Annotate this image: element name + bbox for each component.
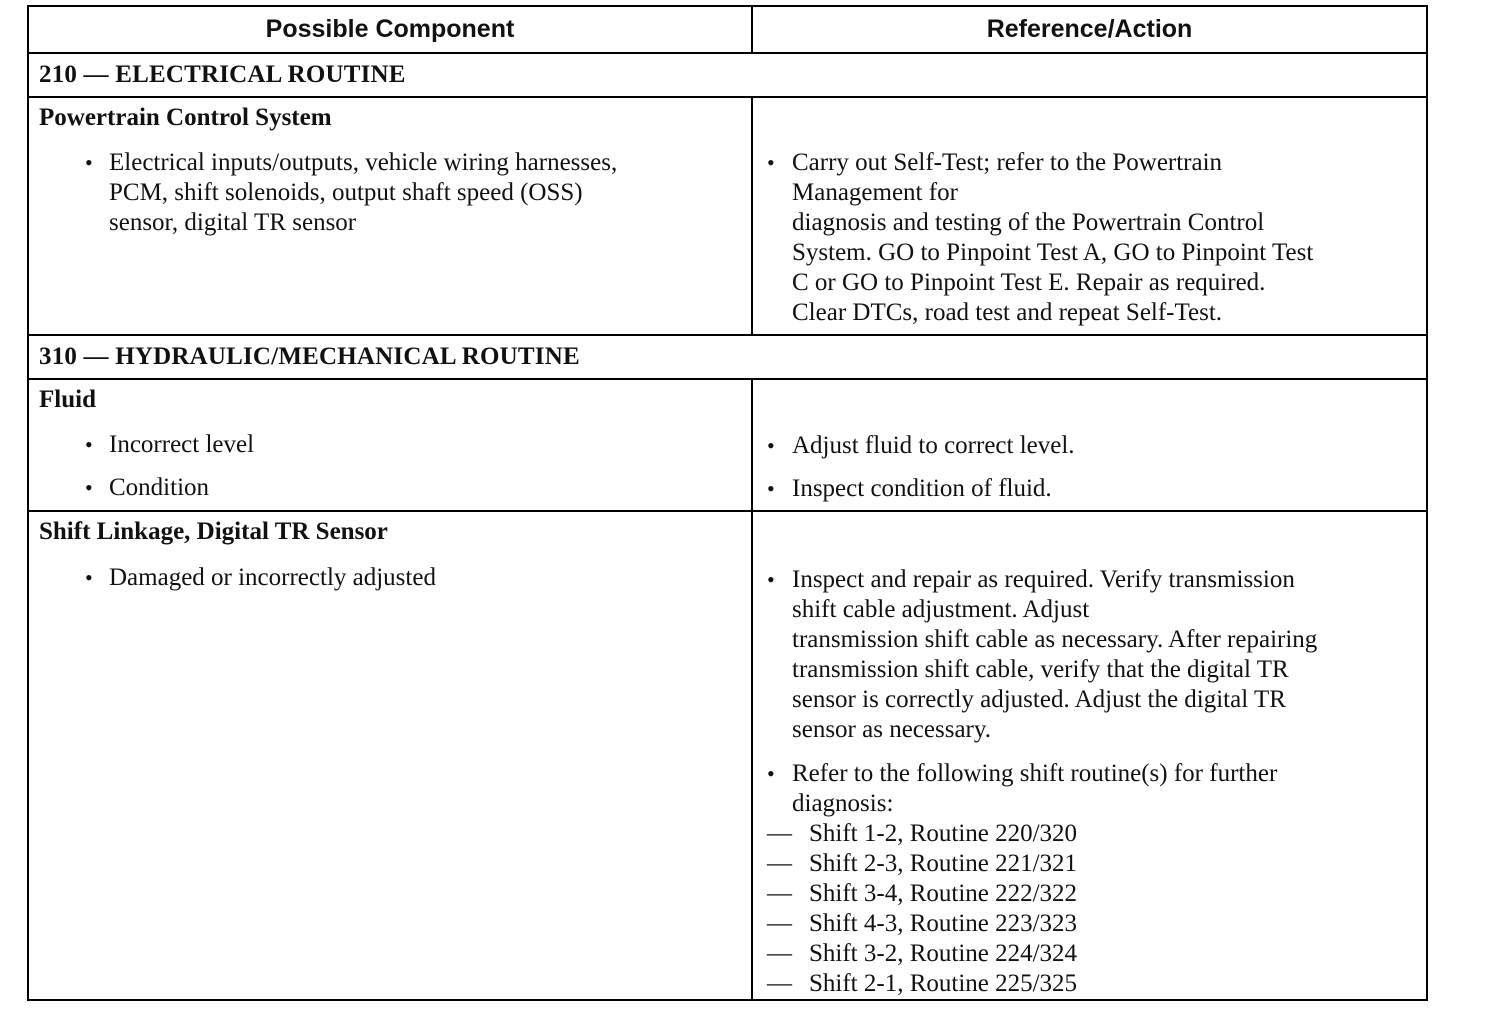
- dash-marker: —: [767, 880, 792, 907]
- bullet: •: [767, 150, 775, 175]
- component-title: Powertrain Control System: [39, 104, 332, 131]
- text-line: Carry out Self-Test; refer to the Powertrain: [792, 149, 1223, 176]
- bullet: •: [85, 565, 93, 590]
- header-possible-component: Possible Component: [265, 15, 515, 43]
- section-header-row: [29, 336, 1426, 380]
- column-divider: [751, 512, 753, 999]
- text-line: Inspect and repair as required. Verify transmission: [792, 566, 1295, 593]
- cause-text: Condition: [109, 474, 210, 501]
- dash-marker: —: [767, 820, 792, 847]
- bullet: •: [85, 475, 93, 500]
- column-divider: [751, 380, 753, 510]
- diagnosis-table: [27, 5, 1428, 1001]
- action-text: Inspect condition of fluid.: [792, 475, 1052, 502]
- list-item: Shift 4-3, Routine 223/323: [809, 910, 1078, 937]
- text-line: C or GO to Pinpoint Test E. Repair as required.: [792, 269, 1266, 296]
- text-line: PCM, shift solenoids, output shaft speed (OSS): [109, 179, 583, 206]
- action-text: Adjust fluid to correct level.: [792, 432, 1075, 459]
- text-line: System. GO to Pinpoint Test A, GO to Pinpoint Test: [792, 239, 1314, 266]
- text-line: sensor, digital TR sensor: [109, 209, 357, 236]
- table-row: [29, 512, 1426, 999]
- section-title: 210 — ELECTRICAL ROUTINE: [39, 61, 406, 88]
- list-item: Shift 2-1, Routine 225/325: [809, 970, 1078, 997]
- list-item: Shift 2-3, Routine 221/321: [809, 850, 1078, 877]
- section-title: 310 — HYDRAULIC/MECHANICAL ROUTINE: [39, 343, 580, 370]
- text-line: transmission shift cable as necessary. After repairing: [792, 626, 1318, 653]
- column-divider: [751, 98, 753, 334]
- bullet: •: [85, 150, 93, 175]
- component-title: Shift Linkage, Digital TR Sensor: [39, 518, 388, 545]
- dash-marker: —: [767, 850, 792, 877]
- component-title: Fluid: [39, 386, 96, 413]
- bullet: •: [85, 432, 93, 457]
- list-item: Shift 3-2, Routine 224/324: [809, 940, 1078, 967]
- text-line: Clear DTCs, road test and repeat Self-Test.: [792, 299, 1223, 326]
- text-line: Refer to the following shift routine(s) for further: [792, 760, 1278, 787]
- list-item: Shift 1-2, Routine 220/320: [809, 820, 1078, 847]
- header-reference-action: Reference/Action: [986, 15, 1193, 43]
- dash-marker: —: [767, 970, 792, 997]
- text-line: sensor as necessary.: [792, 716, 991, 743]
- dash-marker: —: [767, 910, 792, 937]
- bullet: •: [767, 761, 775, 786]
- text-line: Electrical inputs/outputs, vehicle wiring harnesses,: [109, 149, 618, 176]
- text-line: sensor is correctly adjusted. Adjust the digital TR: [792, 686, 1286, 713]
- text-line: transmission shift cable, verify that the digital TR: [792, 656, 1289, 683]
- section-header-row: [29, 54, 1426, 98]
- cause-text: Damaged or incorrectly adjusted: [109, 564, 436, 591]
- bullet: •: [767, 476, 775, 501]
- bullet: •: [767, 567, 775, 592]
- text-line: Management for: [792, 179, 958, 206]
- cause-text: Incorrect level: [109, 431, 255, 458]
- dash-marker: —: [767, 940, 792, 967]
- table-row: [29, 380, 1426, 512]
- bullet: •: [767, 433, 775, 458]
- text-line: diagnosis:: [792, 790, 894, 817]
- text-line: diagnosis and testing of the Powertrain Control: [792, 209, 1265, 236]
- text-line: shift cable adjustment. Adjust: [792, 596, 1090, 623]
- table-row: [29, 98, 1426, 336]
- list-item: Shift 3-4, Routine 222/322: [809, 880, 1078, 907]
- table-header-row: [29, 7, 1426, 54]
